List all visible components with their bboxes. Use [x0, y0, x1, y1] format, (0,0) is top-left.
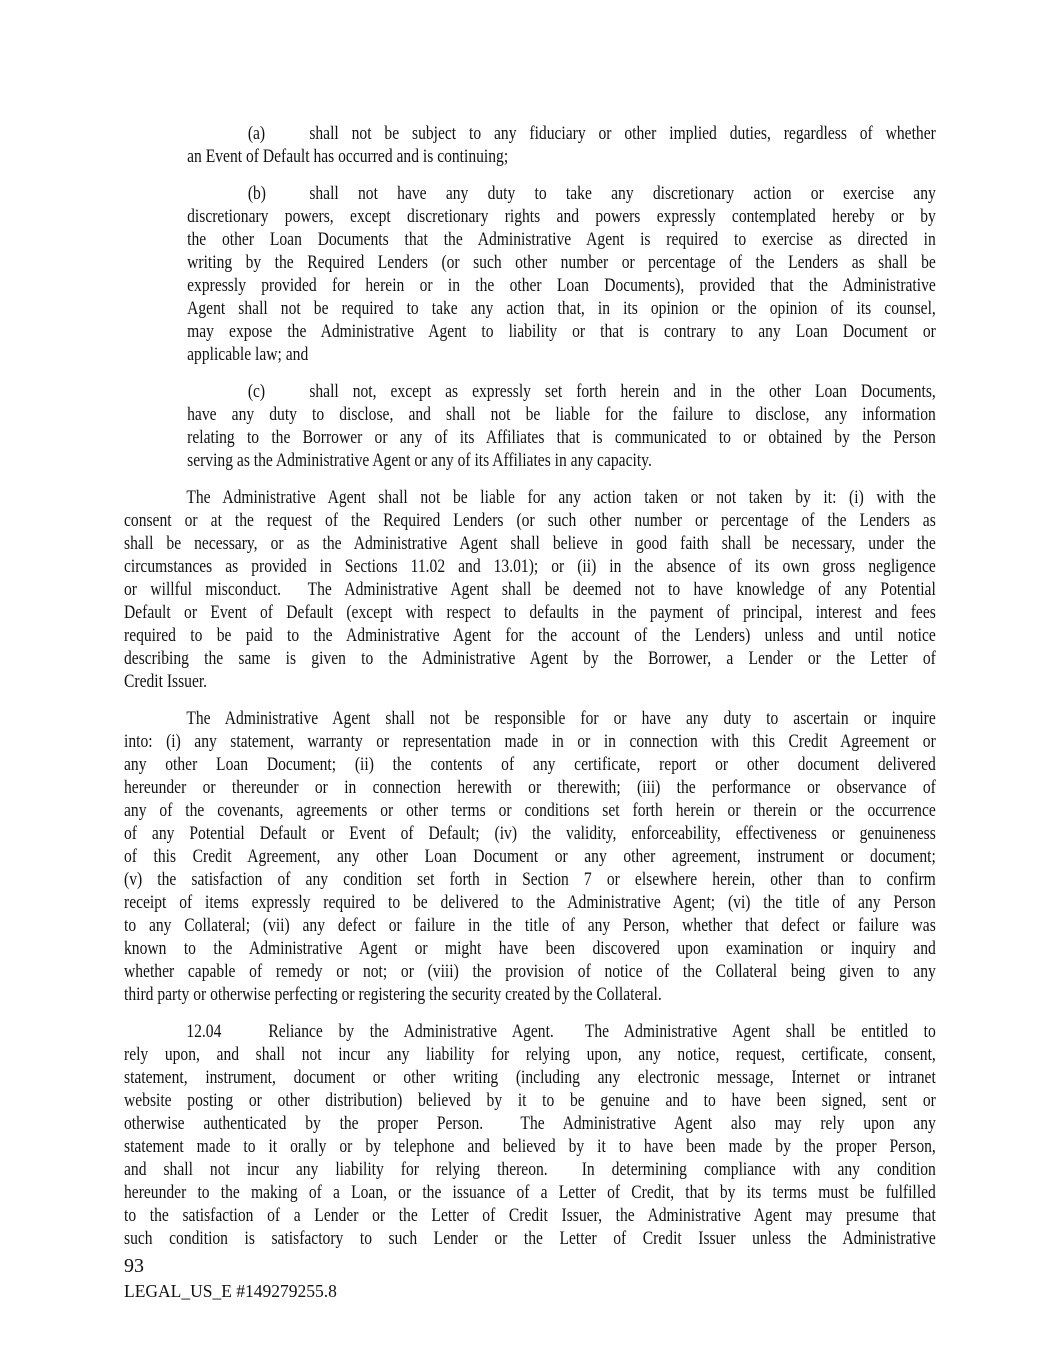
paragraph-line-text: shall not have any duty to take any discretionary action or exercise any [309, 183, 936, 204]
paragraph-line: such condition is satisfactory to such Lender or the Letter of Credit Issuer unless the Administrative [124, 1228, 936, 1249]
paragraph-line: whether capable of remedy or not; or (viii) the provision of notice of the Collateral being given to any [124, 961, 936, 982]
paragraph-line: The Administrative Agent shall not be responsible for or have any duty to ascertain or inquire [186, 708, 936, 729]
paragraph-line: receipt of items expressly required to be delivered to the Administrative Agent; (vi) the title of any Person [124, 892, 936, 913]
paragraph [187, 182, 936, 366]
paragraph-line-text: shall not be subject to any fiduciary or other implied duties, regardless of whether [309, 123, 936, 144]
paragraph-line: website posting or other distribution) believed by it to be genuine and to have been signed, sent or [124, 1090, 936, 1111]
page-number: 93 [124, 1255, 144, 1277]
paragraph-line: expressly provided for herein or in the other Loan Documents), provided that the Administrative [187, 275, 936, 296]
paragraph-line: of any Potential Default or Event of Default; (iv) the validity, enforceability, effectiveness or genuineness [124, 823, 936, 844]
paragraph-line: have any duty to disclose, and shall not be liable for the failure to disclose, any information [187, 404, 936, 425]
paragraph-line: to any Collateral; (vii) any defect or failure in the title of any Person, whether that defect or failure was [124, 915, 936, 936]
subparagraph-label: (b) [247, 183, 266, 204]
paragraph-line: Agent shall not be required to take any action that, in its opinion or the opinion of its counsel, [187, 298, 936, 319]
paragraph-line: writing by the Required Lenders (or such other number or percentage of the Lenders as shall be [187, 252, 936, 273]
paragraph [124, 486, 936, 693]
paragraph [187, 122, 936, 168]
paragraph-line: rely upon, and shall not incur any liability for relying upon, any notice, request, certificate, consent, [124, 1044, 936, 1065]
paragraph-line: relating to the Borrower or any of its Affiliates that is communicated to or obtained by the Person [187, 427, 936, 448]
subparagraph-label: (a) [247, 123, 266, 144]
paragraph-line: otherwise authenticated by the proper Person. The Administrative Agent also may rely upon any [124, 1113, 936, 1134]
paragraph-line: applicable law; and [187, 344, 309, 365]
paragraph-line: Credit Issuer. [124, 671, 208, 692]
paragraph-line: or willful misconduct. The Administrative Agent shall be deemed not to have knowledge of any Potential [124, 579, 936, 600]
paragraph-line: The Administrative Agent shall not be liable for any action taken or not taken by it: (i) with the [186, 487, 936, 508]
subparagraph-label: (c) [247, 381, 266, 402]
paragraph-line: shall be necessary, or as the Administrative Agent shall believe in good faith shall be necessary, under the [124, 533, 936, 554]
paragraph-line: required to be paid to the Administrative Agent for the account of the Lenders) unless and until notice [124, 625, 936, 646]
paragraph-line: statement made to it orally or by telephone and believed by it to have been made by the proper Person, [124, 1136, 936, 1157]
doc-stamp: LEGAL_US_E #149279255.8 [124, 1281, 337, 1301]
paragraph-line: (v) the satisfaction of any condition set forth in Section 7 or elsewhere herein, other than to confirm [124, 869, 936, 890]
paragraph-line: an Event of Default has occurred and is continuing; [187, 146, 509, 167]
paragraph-line: may expose the Administrative Agent to liability or that is contrary to any Loan Document or [187, 321, 936, 342]
paragraph-line [187, 380, 936, 403]
paragraph-line-text: shall not, except as expressly set forth herein and in the other Loan Documents, [309, 381, 936, 402]
paragraph [124, 1020, 936, 1250]
paragraph-line [187, 182, 936, 205]
document-body [124, 122, 936, 1264]
paragraph-line: to the satisfaction of a Lender or the Letter of Credit Issuer, the Administrative Agent may presume that [124, 1205, 936, 1226]
paragraph-line: of this Credit Agreement, any other Loan Document or any other agreement, instrument or document; [124, 846, 936, 867]
paragraph [124, 707, 936, 1006]
paragraph-line: consent or at the request of the Required Lenders (or such other number or percentage of the Lenders as [124, 510, 936, 531]
paragraph-line: any of the covenants, agreements or other terms or conditions set forth herein or therein or the occurrence [124, 800, 936, 821]
paragraph-line: Default or Event of Default (except with respect to defaults in the payment of principal, interest and fees [124, 602, 936, 623]
paragraph-line: known to the Administrative Agent or might have been discovered upon examination or inquiry and [124, 938, 936, 959]
paragraph [187, 380, 936, 472]
paragraph-line: statement, instrument, document or other writing (including any electronic message, Internet or intranet [124, 1067, 936, 1088]
paragraph-line: third party or otherwise perfecting or registering the security created by the Collateral. [124, 984, 662, 1005]
paragraph-line: hereunder to the making of a Loan, or the issuance of a Letter of Credit, that by its terms must be fulfilled [124, 1182, 936, 1203]
paragraph-line: circumstances as provided in Sections 11.02 and 13.01); or (ii) in the absence of its own gross negligence [124, 556, 936, 577]
paragraph-line: any other Loan Document; (ii) the contents of any certificate, report or other document delivered [124, 754, 936, 775]
paragraph-line: into: (i) any statement, warranty or representation made in or in connection with this Credit Agreement or [124, 731, 936, 752]
paragraph-line: the other Loan Documents that the Administrative Agent is required to exercise as directed in [187, 229, 936, 250]
paragraph-line: hereunder or thereunder or in connection herewith or therewith; (iii) the performance or observance of [124, 777, 936, 798]
paragraph-line: discretionary powers, except discretionary rights and powers expressly contemplated hereby or by [187, 206, 936, 227]
paragraph-line: serving as the Administrative Agent or any of its Affiliates in any capacity. [187, 450, 652, 471]
paragraph-line: describing the same is given to the Administrative Agent by the Borrower, a Lender or the Letter of [124, 648, 936, 669]
paragraph-line: 12.04 Reliance by the Administrative Agent. The Administrative Agent shall be entitled to [186, 1021, 936, 1042]
paragraph-line [187, 122, 936, 145]
paragraph-line: and shall not incur any liability for relying thereon. In determining compliance with any condition [124, 1159, 936, 1180]
